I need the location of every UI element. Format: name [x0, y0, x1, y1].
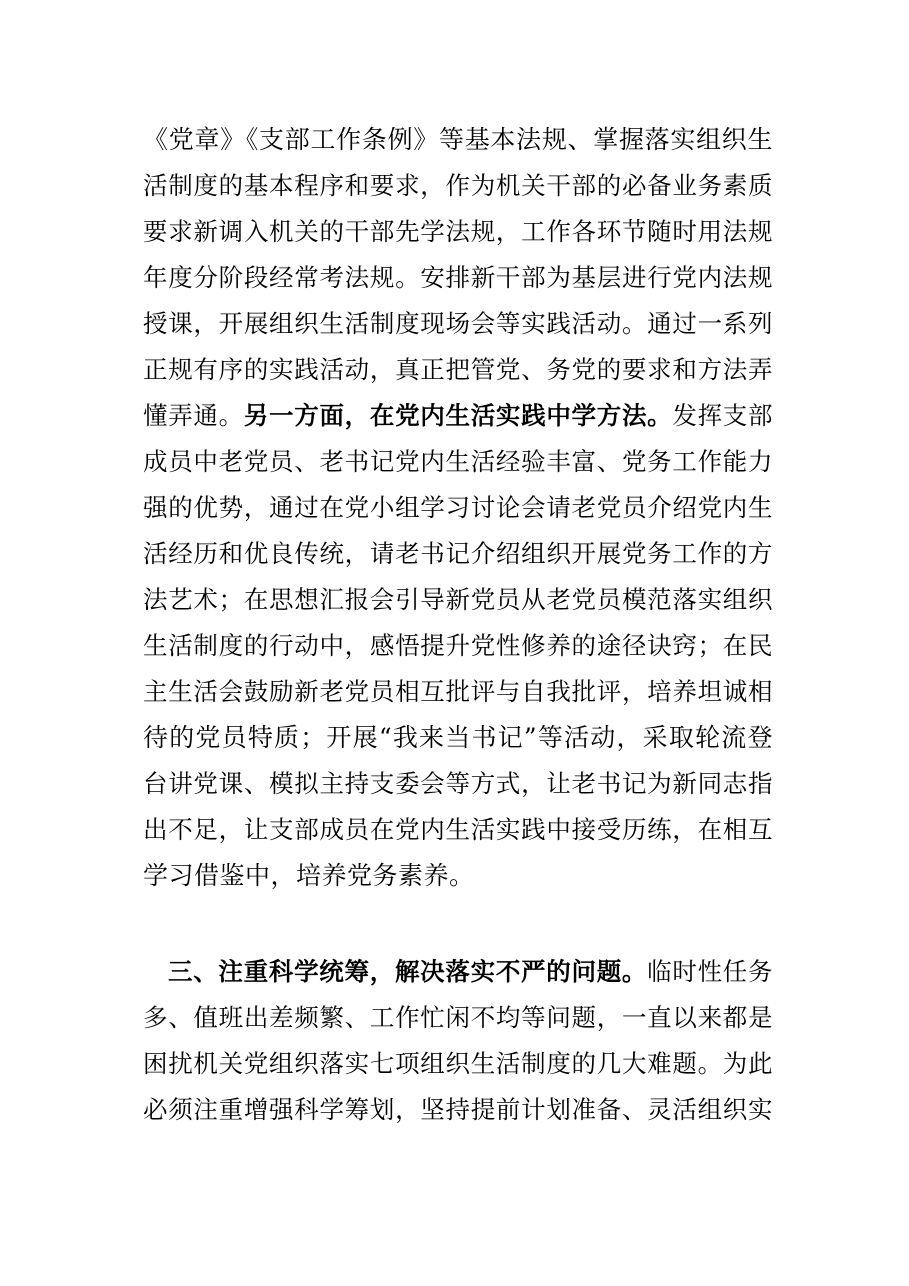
text-line: 活制度的基本程序和要求，作为机关干部的必备业务素质 — [143, 171, 773, 200]
text-line: 主生活会鼓励新老党员相互批评与自我批评，培养坦诚相 — [143, 677, 773, 706]
text-line — [143, 394, 773, 438]
text-line: 《党章》《支部工作条例》等基本法规、掌握落实组织生 — [143, 125, 773, 154]
bold-heading-segment: 另一方面，在党内生活实践中学方法。 — [243, 401, 673, 430]
text-line: 要求新调入机关的干部先学法规，工作各环节随时用法规 — [143, 217, 773, 246]
text-line: 活经历和优良传统，请老书记介绍组织开展党务工作的方 — [143, 539, 773, 568]
text-line — [168, 950, 773, 994]
text-line: 生活制度的行动中，感悟提升党性修养的途径诀窍；在民 — [143, 631, 773, 660]
text-line: 成员中老党员、老书记党内生活经验丰富、党务工作能力 — [143, 447, 773, 476]
text-line: 多、值班出差频繁、工作忙闲不均等问题，一直以来都是 — [143, 1003, 773, 1032]
text-line: 台讲党课、模拟主持支委会等方式，让老书记为新同志指 — [143, 769, 773, 798]
text-line: 困扰机关党组织落实七项组织生活制度的几大难题。为此 — [143, 1049, 773, 1078]
text-line: 待的党员特质；开展“我来当书记”等活动，采取轮流登 — [143, 723, 773, 752]
text-segment: 懂弄通。 — [143, 401, 244, 430]
section-heading: 三、注重科学统筹，解决落实不严的问题。 — [168, 957, 648, 986]
text-line: 授课，开展组织生活制度现场会等实践活动。通过一系列 — [143, 309, 773, 338]
text-line: 正规有序的实践活动，真正把管党、务党的要求和方法弄 — [143, 355, 773, 384]
text-line: 出不足，让支部成员在党内生活实践中接受历练，在相互 — [143, 815, 773, 844]
text-line: 法艺术；在思想汇报会引导新党员从老党员模范落实组织 — [143, 585, 773, 614]
text-line: 必须注重增强科学筹划，坚持提前计划准备、灵活组织实 — [143, 1095, 773, 1124]
text-line: 学习借鉴中，培养党务素养。 — [143, 861, 475, 890]
text-segment: 临时性任务 — [647, 957, 774, 986]
text-line: 强的优势，通过在党小组学习讨论会请老党员介绍党内生 — [143, 493, 773, 522]
text-segment: 发挥支部 — [672, 401, 774, 430]
text-line: 年度分阶段经常考法规。安排新干部为基层进行党内法规 — [143, 263, 773, 292]
